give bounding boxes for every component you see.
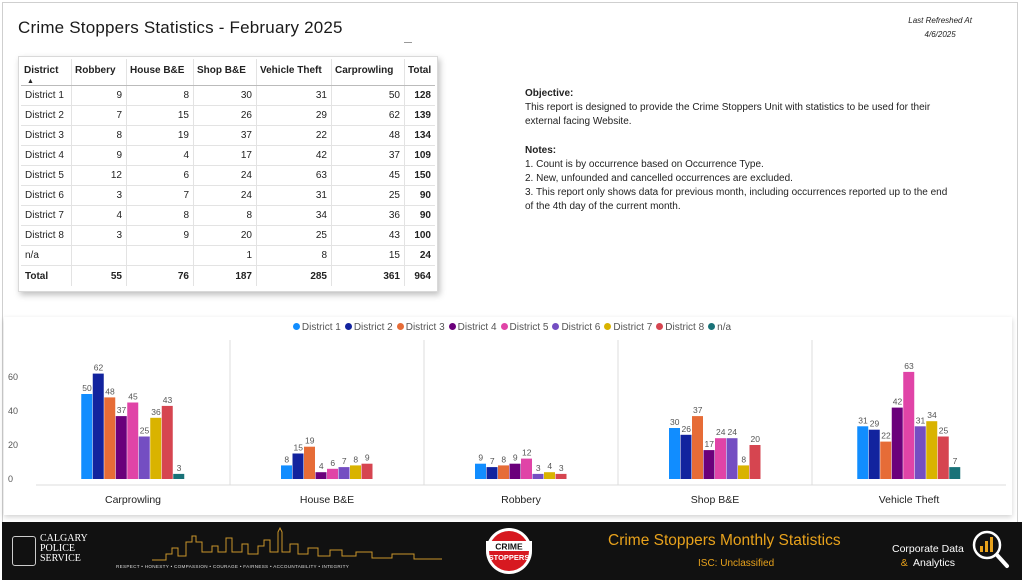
column-header-robbery[interactable]: Robbery — [72, 59, 127, 86]
row-label-cell: District 5 — [21, 166, 72, 186]
bar[interactable] — [293, 454, 304, 480]
table-cell — [127, 246, 194, 266]
legend-swatch — [501, 323, 508, 330]
data-label: 29 — [869, 418, 880, 429]
y-tick-label: 60 — [8, 372, 19, 382]
data-label: 37 — [693, 405, 703, 416]
column-header-house-be[interactable]: House B&E — [127, 59, 194, 86]
x-category-label: Shop B&E — [690, 494, 740, 506]
legend-item[interactable] — [708, 322, 731, 333]
data-label: 62 — [93, 362, 104, 373]
note-2: 2. New, unfounded and cancelled occurrences are excluded. — [525, 173, 793, 184]
data-label: 63 — [904, 360, 914, 371]
legend-item[interactable] — [501, 322, 549, 333]
data-label: 31 — [858, 415, 868, 426]
footer-banner — [2, 522, 1022, 580]
table-cell: 42 — [257, 146, 332, 166]
row-label-cell: District 3 — [21, 126, 72, 146]
table-cell: 4 — [72, 206, 127, 226]
data-label: 50 — [82, 383, 92, 393]
row-label-cell: District 7 — [21, 206, 72, 226]
legend-label: District 1 — [301, 322, 341, 333]
table-cell: 9 — [72, 86, 127, 106]
legend-swatch — [708, 323, 715, 330]
bar[interactable] — [938, 437, 949, 480]
data-label: 9 — [364, 452, 370, 463]
row-total-cell: 150 — [405, 166, 436, 186]
y-tick-label: 40 — [8, 406, 19, 416]
objective-heading: Objective: — [525, 88, 574, 99]
bar[interactable] — [556, 474, 567, 479]
table-cell: 76 — [127, 266, 194, 287]
last-refreshed-label: Last Refreshed At — [908, 16, 972, 25]
bar[interactable] — [510, 464, 521, 479]
table-cell: 31 — [257, 86, 332, 106]
table-cell: 17 — [194, 146, 257, 166]
table-cell: 34 — [257, 206, 332, 226]
legend-swatch — [552, 323, 559, 330]
table-cell: 37 — [194, 126, 257, 146]
data-label: 3 — [535, 462, 541, 473]
table-cell: 25 — [332, 186, 405, 206]
bar[interactable] — [281, 465, 292, 479]
bar[interactable] — [857, 426, 868, 479]
legend-swatch — [604, 323, 611, 330]
row-label-cell: District 1 — [21, 86, 72, 106]
data-label: 31 — [915, 415, 926, 426]
bar[interactable] — [116, 416, 127, 479]
x-category-label: House B&E — [299, 494, 355, 506]
bar[interactable] — [81, 394, 92, 479]
data-label: 48 — [105, 386, 115, 397]
table-row[interactable] — [21, 226, 435, 246]
table-row[interactable] — [21, 146, 435, 166]
bar[interactable] — [327, 469, 338, 479]
data-label: 12 — [522, 447, 532, 458]
bar[interactable] — [162, 406, 173, 479]
table-cell: 9 — [72, 146, 127, 166]
table-cell: 7 — [72, 106, 127, 126]
row-total-cell: 109 — [405, 146, 436, 166]
data-label: 7 — [952, 456, 958, 467]
legend-item[interactable] — [345, 322, 393, 333]
table-cell: 29 — [257, 106, 332, 126]
table-cell: 1 — [194, 246, 257, 266]
bar[interactable] — [750, 445, 761, 479]
bar[interactable] — [903, 372, 914, 479]
statistics-table — [21, 59, 435, 286]
legend-item[interactable] — [656, 322, 704, 333]
table-cell: 12 — [72, 166, 127, 186]
table-cell: 45 — [332, 166, 405, 186]
row-total-cell: 100 — [405, 226, 436, 246]
bar[interactable] — [669, 428, 680, 479]
table-cell: 4 — [127, 146, 194, 166]
footer-title: Crime Stoppers Monthly Statistics — [608, 532, 841, 549]
statistics-table-card — [18, 56, 438, 292]
data-label: 37 — [116, 405, 127, 416]
data-label: 4 — [547, 461, 553, 472]
data-label: 8 — [284, 454, 290, 465]
column-header-carprowling[interactable]: Carprowling — [332, 59, 405, 86]
table-cell: 187 — [194, 266, 257, 287]
legend-label: District 5 — [509, 322, 549, 333]
bar[interactable] — [104, 397, 115, 479]
data-label: 20 — [750, 434, 760, 444]
legend-swatch — [449, 323, 456, 330]
table-row[interactable] — [21, 86, 435, 106]
bar[interactable] — [544, 472, 555, 479]
legend-label: District 3 — [405, 322, 445, 333]
data-label: 42 — [892, 396, 903, 407]
bar[interactable] — [738, 465, 749, 479]
column-header-vehicle-theft[interactable]: Vehicle Theft — [257, 59, 332, 86]
table-row[interactable] — [21, 126, 435, 146]
legend-swatch — [656, 323, 663, 330]
table-cell: 3 — [72, 186, 127, 206]
cs-logo-line1: CRIME — [495, 541, 523, 552]
data-label: 8 — [741, 454, 747, 465]
table-cell: 24 — [194, 186, 257, 206]
data-label: 9 — [478, 452, 484, 463]
legend-swatch — [397, 323, 404, 330]
x-category-label: Carprowling — [104, 494, 162, 506]
x-category-label: Vehicle Theft — [878, 494, 940, 506]
data-label: 17 — [704, 439, 714, 450]
bar[interactable] — [892, 408, 903, 479]
table-row[interactable] — [21, 246, 435, 266]
legend-label: District 2 — [353, 322, 393, 333]
table-cell: 22 — [257, 126, 332, 146]
data-label: 34 — [927, 410, 937, 421]
classification-label: ISC: Unclassified — [698, 558, 775, 569]
page-title: Crime Stoppers Statistics - February 2025 — [18, 18, 343, 37]
bar[interactable] — [475, 464, 486, 479]
data-label: 3 — [558, 462, 564, 473]
table-row[interactable] — [21, 106, 435, 126]
police-badge-icon — [12, 536, 36, 566]
legend-swatch — [293, 323, 300, 330]
table-row[interactable] — [21, 166, 435, 186]
data-label: 7 — [341, 456, 347, 467]
table-cell: 8 — [257, 246, 332, 266]
table-row[interactable] — [21, 206, 435, 226]
table-cell: 63 — [257, 166, 332, 186]
bar[interactable] — [150, 418, 161, 479]
data-label: 4 — [318, 461, 324, 472]
row-total-cell: 139 — [405, 106, 436, 126]
data-label: 43 — [162, 394, 173, 405]
notes-heading: Notes: — [525, 145, 557, 156]
bar[interactable] — [915, 426, 926, 479]
table-cell: 7 — [127, 186, 194, 206]
table-cell: 15 — [127, 106, 194, 126]
table-cell: 6 — [127, 166, 194, 186]
org-name: CALGARY POLICE SERVICE — [40, 533, 88, 564]
clustered-bar-chart — [0, 336, 1024, 506]
legend-swatch — [345, 323, 352, 330]
data-label: 8 — [353, 454, 359, 465]
data-label: 19 — [305, 435, 315, 446]
legend-item[interactable] — [293, 322, 341, 333]
data-label: 6 — [330, 457, 336, 468]
table-cell: 55 — [72, 266, 127, 287]
row-total-cell: 128 — [405, 86, 436, 106]
column-header-shop-be[interactable]: Shop B&E — [194, 59, 257, 86]
bar[interactable] — [692, 416, 703, 479]
table-cell: 8 — [72, 126, 127, 146]
data-label: 36 — [151, 406, 161, 417]
visual-drag-handle[interactable] — [404, 42, 412, 43]
bar[interactable] — [127, 403, 138, 480]
cs-logo-line2: STOPPERS — [488, 553, 530, 562]
legend-item[interactable] — [449, 322, 497, 333]
bar[interactable] — [316, 472, 327, 479]
data-label: 8 — [501, 454, 507, 465]
legend-label: District 7 — [613, 322, 653, 333]
notes-panel — [525, 87, 955, 214]
row-total-cell: 24 — [405, 246, 436, 266]
row-total-cell: 134 — [405, 126, 436, 146]
table-cell: 50 — [332, 86, 405, 106]
table-row[interactable] — [21, 186, 435, 206]
y-tick-label: 0 — [8, 474, 14, 484]
bar[interactable] — [498, 465, 509, 479]
y-tick-label: 20 — [8, 440, 19, 450]
note-1: 1. Count is by occurrence based on Occurrence Type. — [525, 159, 764, 170]
data-label: 25 — [139, 425, 150, 436]
column-header-total[interactable]: Total — [405, 59, 436, 86]
legend-label: District 4 — [457, 322, 497, 333]
legend-label: District 6 — [561, 322, 601, 333]
data-label: 7 — [489, 456, 495, 467]
bar[interactable] — [926, 421, 937, 479]
chart-legend — [0, 322, 1024, 333]
row-label-cell: District 4 — [21, 146, 72, 166]
data-label: 15 — [293, 442, 303, 453]
last-refreshed — [908, 14, 972, 42]
table-cell: 24 — [194, 166, 257, 186]
city-skyline-icon — [152, 526, 442, 562]
table-cell: 43 — [332, 226, 405, 246]
bar[interactable] — [869, 430, 880, 479]
bar[interactable] — [521, 459, 532, 479]
data-label: 25 — [938, 425, 949, 436]
sort-asc-icon[interactable]: ▲ — [27, 78, 34, 85]
table-cell: 285 — [257, 266, 332, 287]
data-label: 26 — [681, 423, 691, 434]
row-total-cell: 90 — [405, 206, 436, 226]
bar[interactable] — [304, 447, 315, 479]
table-cell: 62 — [332, 106, 405, 126]
note-3: 3. This report only shows data for previous month, including occurrences reported up to the end of the 4th day of the current month. — [525, 187, 948, 212]
row-total-cell: 90 — [405, 186, 436, 206]
row-label-cell: District 8 — [21, 226, 72, 246]
table-cell: 30 — [194, 86, 257, 106]
data-label: 24 — [727, 427, 737, 438]
table-cell: 20 — [194, 226, 257, 246]
bar[interactable] — [533, 474, 544, 479]
table-cell: 36 — [332, 206, 405, 226]
legend-label: n/a — [717, 322, 732, 333]
table-header-row — [21, 59, 435, 86]
row-label-cell: District 6 — [21, 186, 72, 206]
legend-item[interactable] — [552, 322, 600, 333]
bar[interactable] — [949, 467, 960, 479]
bar[interactable] — [715, 438, 726, 479]
table-cell: 8 — [194, 206, 257, 226]
magnifier-chart-icon — [970, 528, 1010, 572]
data-label: 30 — [670, 417, 680, 427]
legend-item[interactable] — [604, 322, 652, 333]
last-refreshed-date: 4/6/2025 — [924, 30, 956, 39]
table-cell: 8 — [127, 86, 194, 106]
table-cell: 9 — [127, 226, 194, 246]
objective-text: This report is designed to provide the Crime Stoppers Unit with statistics to be used for their external facing Website. — [525, 102, 931, 127]
legend-item[interactable] — [397, 322, 445, 333]
bar[interactable] — [339, 467, 350, 479]
row-label-cell: Total — [21, 266, 72, 287]
table-cell — [72, 246, 127, 266]
column-header-district[interactable]: District ▲ — [21, 59, 72, 86]
bar[interactable] — [727, 438, 738, 479]
table-cell: 31 — [257, 186, 332, 206]
x-category-label: Robbery — [501, 494, 541, 506]
bar[interactable] — [350, 465, 361, 479]
row-total-cell: 964 — [405, 266, 436, 287]
row-label-cell: District 2 — [21, 106, 72, 126]
bar[interactable] — [487, 467, 498, 479]
data-label: 9 — [512, 452, 518, 463]
table-cell: 3 — [72, 226, 127, 246]
data-label: 24 — [716, 427, 726, 438]
bar[interactable] — [173, 474, 184, 479]
bar[interactable] — [139, 437, 150, 480]
table-cell: 25 — [257, 226, 332, 246]
table-cell: 37 — [332, 146, 405, 166]
table-total-row[interactable] — [21, 266, 435, 287]
data-label: 22 — [881, 430, 891, 441]
crime-stoppers-logo — [480, 526, 538, 576]
table-cell: 15 — [332, 246, 405, 266]
table-cell: 361 — [332, 266, 405, 287]
table-cell: 48 — [332, 126, 405, 146]
bar[interactable] — [93, 374, 104, 479]
corporate-data-analytics: Corporate Data & Analytics — [892, 543, 964, 569]
table-cell: 26 — [194, 106, 257, 126]
row-label-cell: n/a — [21, 246, 72, 266]
bar[interactable] — [704, 450, 715, 479]
bar[interactable] — [880, 442, 891, 479]
table-cell: 19 — [127, 126, 194, 146]
data-label: 3 — [176, 462, 182, 473]
bar[interactable] — [362, 464, 373, 479]
bar[interactable] — [681, 435, 692, 479]
org-values-text: RESPECT • HONESTY • COMPASSION • COURAGE • FAIRNESS • ACCOUNTABILITY • INTEGRITY — [116, 564, 350, 569]
legend-label: District 8 — [665, 322, 705, 333]
data-label: 45 — [128, 391, 138, 402]
table-cell: 8 — [127, 206, 194, 226]
